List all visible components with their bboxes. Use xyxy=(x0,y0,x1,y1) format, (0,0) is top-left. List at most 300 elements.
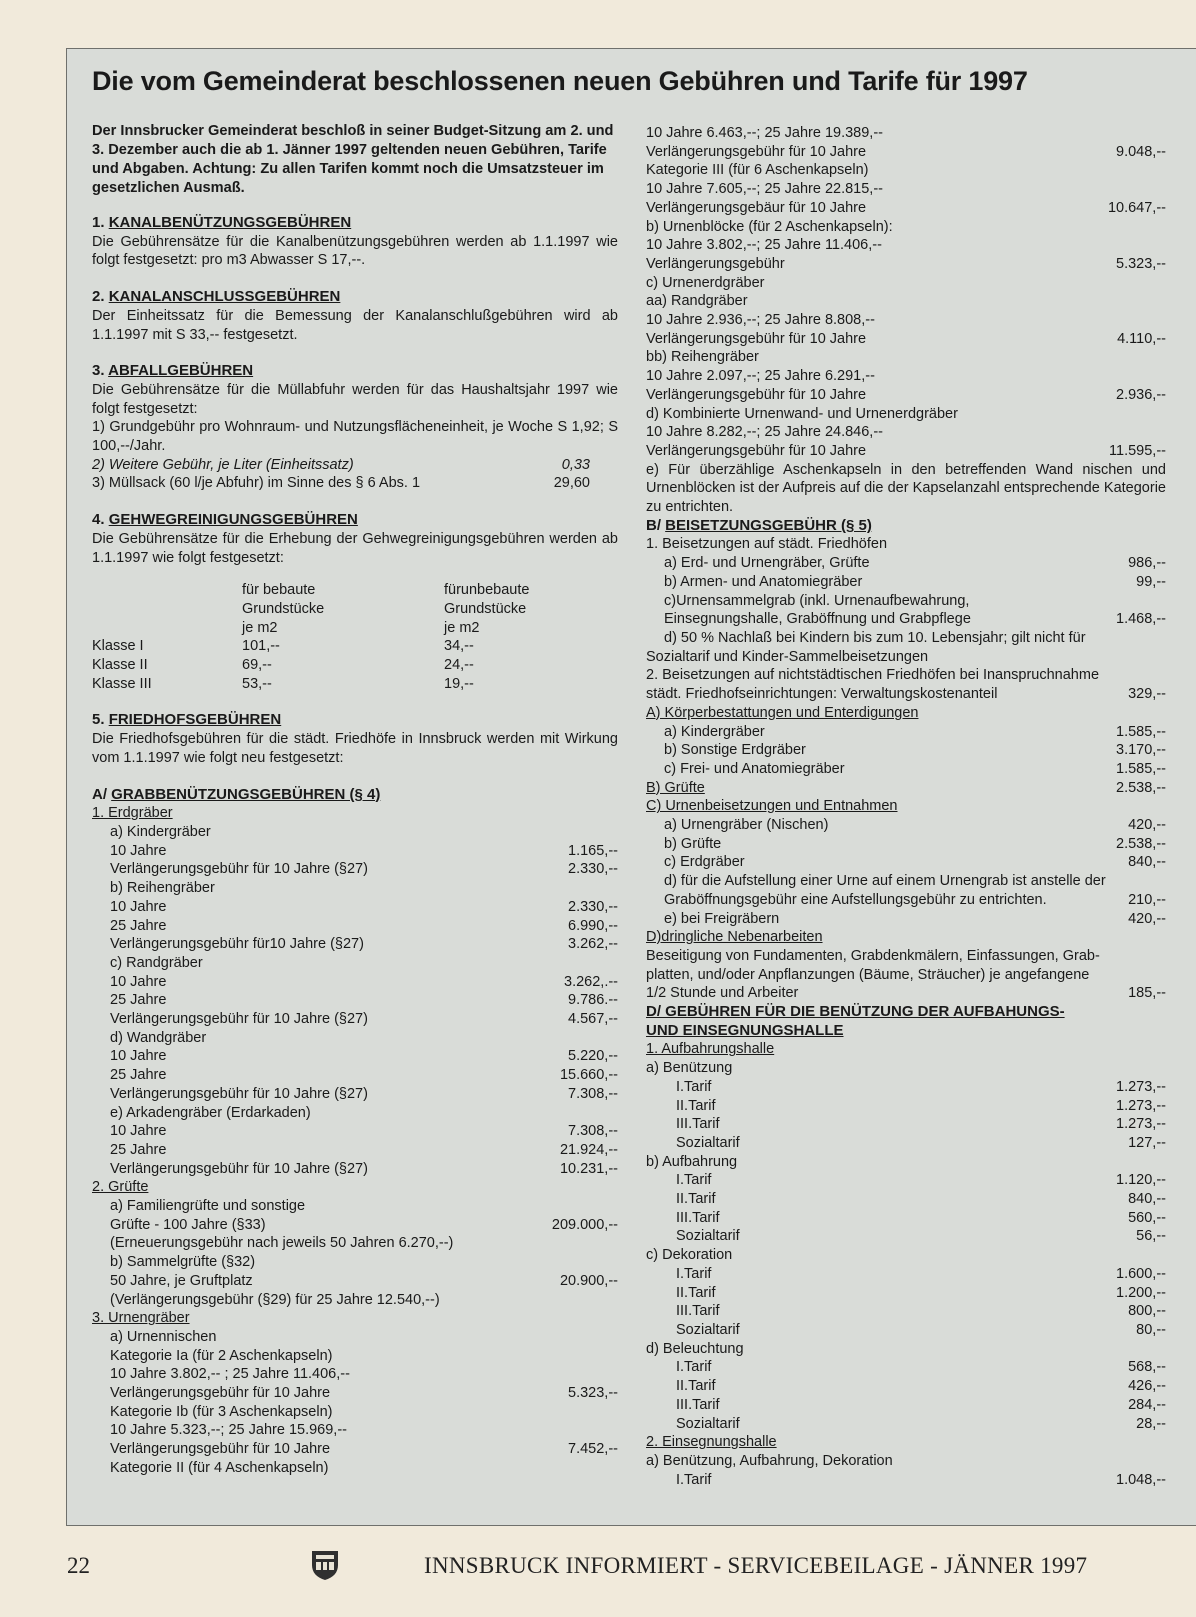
fee-label: III.Tarif xyxy=(676,1303,720,1320)
intro-paragraph: Der Innsbrucker Gemeinderat beschloß in seiner Budget-Sitzung am 2. und 3. Dezember auch die ab 1. Jänner 1997 geltenden neuen Gebühren, Tarife und Abgaben. Achtung: Zu allen Tarifen kommt noch die Umsatzsteuer im gesetzlichen Ausmaß. xyxy=(92,123,614,196)
fee-line xyxy=(646,1097,1166,1116)
fee-amount: 1.273,-- xyxy=(1116,1078,1166,1095)
section-heading xyxy=(92,786,618,805)
fee-line xyxy=(92,823,618,842)
fee-label: 3. Urnengräber xyxy=(92,1310,190,1327)
fee-label: 10 Jahre 2.097,--; 25 Jahre 6.291,-- xyxy=(646,368,875,385)
fee-line xyxy=(646,966,1166,985)
fee-line xyxy=(92,474,618,493)
fee-label: Einsegnungshalle, Graböffnung und Grabpflege xyxy=(664,611,971,628)
fee-line xyxy=(646,573,1166,592)
fee-amount: 11.595,-- xyxy=(1109,442,1166,459)
fee-label: 10 Jahre 6.463,--; 25 Jahre 19.389,-- xyxy=(646,125,883,141)
fee-label: c) Frei- und Anatomiegräber xyxy=(664,760,845,777)
fee-label: Kategorie III (für 6 Aschenkapseln) xyxy=(646,162,869,179)
fee-line xyxy=(646,872,1166,891)
fee-line xyxy=(646,330,1166,349)
fee-label: 10 Jahre xyxy=(110,1048,167,1065)
fee-line xyxy=(646,1358,1166,1377)
fee-line xyxy=(646,1059,1166,1078)
fee-line xyxy=(646,311,1166,330)
section-heading xyxy=(92,362,618,381)
fee-label: I.Tarif xyxy=(676,1078,712,1095)
fee-label: 1. Erdgräber xyxy=(92,805,173,822)
fee-amount: 7.308,-- xyxy=(568,1123,618,1140)
fee-label: a) Familiengrüfte und sonstige xyxy=(110,1198,306,1215)
fee-label: c) Dekoration xyxy=(646,1247,733,1264)
table-cell-unbebaut: 24,-- xyxy=(444,657,474,674)
fee-label: II.Tarif xyxy=(676,1284,716,1301)
fee-label: 25 Jahre xyxy=(110,1141,167,1158)
fee-line xyxy=(92,860,618,879)
fee-amount: 6.990,-- xyxy=(568,917,618,934)
fee-amount: 210,-- xyxy=(1128,891,1166,908)
fee-label: b) Sonstige Erdgräber xyxy=(664,742,806,759)
fee-line xyxy=(646,1153,1166,1172)
fee-line xyxy=(646,199,1166,218)
fee-line xyxy=(92,1197,618,1216)
fee-amount: 2.330,-- xyxy=(568,898,618,915)
fee-amount: 0,33 xyxy=(561,456,590,473)
fee-line xyxy=(646,367,1166,386)
table-row-label: Klasse III xyxy=(92,675,152,692)
fee-line xyxy=(646,1246,1166,1265)
fee-amount: 284,-- xyxy=(1128,1396,1166,1413)
fee-amount: 7.452,-- xyxy=(568,1441,618,1458)
fee-line xyxy=(646,554,1166,573)
fee-label: 10 Jahre xyxy=(110,973,167,990)
fee-line xyxy=(646,816,1166,835)
fee-label: 25 Jahre xyxy=(110,1067,167,1084)
paragraph: Der Einheitssatz für die Bemessung der Kanalanschlußgebühren wird ab 1.1.1997 mit S 33,-- festgesetzt. xyxy=(92,307,618,343)
fee-line xyxy=(92,1440,618,1459)
section-number: 5. xyxy=(92,711,109,729)
fee-label: II.Tarif xyxy=(676,1097,716,1114)
fee-amount: 20.900,-- xyxy=(559,1272,618,1289)
table-row-label: Klasse II xyxy=(92,657,148,674)
fee-amount: 3.170,-- xyxy=(1116,742,1166,759)
fee-label: Kategorie Ib (für 3 Aschenkapseln) xyxy=(110,1403,333,1420)
fee-amount: 986,-- xyxy=(1128,555,1166,572)
fee-line xyxy=(92,804,618,823)
spacer xyxy=(92,344,618,358)
section-number: 1. xyxy=(92,214,109,231)
fee-line xyxy=(92,456,618,475)
page-number: 22 xyxy=(67,1553,90,1578)
section-heading xyxy=(92,711,618,730)
fee-line xyxy=(646,779,1166,798)
paragraph: e) Für überzählige Aschenkapseln in den betreffenden Wand nischen und Urnenblöcken ist der Aufpreis auf die der Kapselanzahl entsprechende Kategorie zu entrichten. xyxy=(646,461,1166,516)
fee-line xyxy=(646,1452,1166,1471)
fee-line xyxy=(646,124,1166,143)
table-header-spacer xyxy=(92,600,242,619)
section-number: B/ xyxy=(646,516,666,534)
fee-line xyxy=(92,1029,618,1048)
fee-line xyxy=(92,973,618,992)
fee-line xyxy=(646,1227,1166,1246)
fee-amount: 5.323,-- xyxy=(1116,255,1166,272)
fee-label: Verlängerungsgebühr für 10 Jahre xyxy=(646,143,867,160)
fee-line xyxy=(646,423,1166,442)
fee-label: 10 Jahre xyxy=(110,842,167,859)
fee-amount: 80,-- xyxy=(1136,1322,1166,1338)
fee-line xyxy=(92,935,618,954)
fee-label: Sozialtarif xyxy=(676,1322,740,1338)
fee-amount: 127,-- xyxy=(1128,1134,1166,1151)
fee-line xyxy=(646,442,1166,461)
right-column xyxy=(646,124,1166,1489)
fee-amount: 9.048,-- xyxy=(1116,143,1166,160)
paragraph: 1) Grundgebühr pro Wohnraum- und Nutzungsflächeneinheit, je Woche S 1,92; S 100,--/Jahr. xyxy=(92,419,618,455)
section-heading xyxy=(92,288,618,307)
fee-amount: 568,-- xyxy=(1128,1359,1166,1376)
fee-label: Grüfte - 100 Jahre (§33) xyxy=(110,1216,266,1233)
fee-label: d) Wandgräber xyxy=(110,1029,207,1046)
table-cell-bebaut: 69,-- xyxy=(242,657,272,674)
fee-amount: 1.468,-- xyxy=(1116,611,1166,628)
fee-amount: 56,-- xyxy=(1136,1228,1166,1245)
fee-line xyxy=(646,1415,1166,1434)
fee-line xyxy=(646,180,1166,199)
spacer xyxy=(92,768,618,782)
fee-label: C) Urnenbeisetzungen und Entnahmen xyxy=(646,798,898,815)
section-heading xyxy=(92,511,618,530)
article-title: Die vom Gemeinderat beschlossenen neuen Gebühren und Tarife für 1997 xyxy=(92,66,1028,96)
spacer xyxy=(92,493,618,507)
fee-line xyxy=(92,1328,618,1347)
fee-label: I.Tarif xyxy=(676,1359,712,1376)
fee-line xyxy=(646,1321,1166,1340)
table-header-spacer xyxy=(92,619,242,638)
fee-amount: 560,-- xyxy=(1128,1209,1166,1226)
fee-amount: 5.323,-- xyxy=(568,1385,618,1402)
fee-line xyxy=(646,405,1166,424)
fee-line xyxy=(646,1377,1166,1396)
fee-amount: 426,-- xyxy=(1128,1378,1166,1395)
fee-label: a) Kindergräber xyxy=(110,823,211,840)
fee-amount: 1.585,-- xyxy=(1116,760,1166,777)
fee-amount: 4.567,-- xyxy=(568,1011,618,1028)
fee-label: d) für die Aufstellung einer Urne auf einem Urnengrab ist anstelle der xyxy=(664,873,1106,890)
fee-line xyxy=(92,1421,618,1440)
fee-amount: 3.262,-- xyxy=(568,936,618,953)
fee-label: Verlängerungsgebühr für 10 Jahre (§27) xyxy=(110,861,368,878)
fee-amount: 840,-- xyxy=(1128,1191,1166,1208)
fee-label: I.Tarif xyxy=(676,1471,712,1488)
fee-label: a) Benützung xyxy=(646,1060,733,1077)
fee-label: 2. Einsegnungshalle xyxy=(646,1434,777,1451)
fee-label: b) Reihengräber xyxy=(110,880,215,897)
fee-amount: 10.231,-- xyxy=(559,1160,618,1177)
fee-amount: 7.308,-- xyxy=(568,1085,618,1102)
section-heading xyxy=(92,214,618,233)
fee-amount: 2.538,-- xyxy=(1116,779,1166,796)
fee-label: städt. Friedhofseinrichtungen: Verwaltungskostenanteil xyxy=(646,686,998,703)
fee-line xyxy=(646,1471,1166,1490)
publication-name: INNSBRUCK INFORMIERT - SERVICEBEILAGE - JÄNNER 1997 xyxy=(424,1553,1088,1578)
fee-line xyxy=(92,1047,618,1066)
fee-label: 10 Jahre xyxy=(110,898,167,915)
fee-line xyxy=(646,648,1166,667)
spacer xyxy=(92,693,618,707)
fee-amount: 1.600,-- xyxy=(1116,1265,1166,1282)
fee-amount: 185,-- xyxy=(1128,985,1166,1002)
fee-label: c)Urnensammelgrab (inkl. Urnenaufbewahrung, xyxy=(664,592,970,609)
fee-line xyxy=(646,1078,1166,1097)
fee-label: 10 Jahre 5.323,--; 25 Jahre 15.969,-- xyxy=(110,1422,347,1439)
fee-label: 50 Jahre, je Gruftplatz xyxy=(110,1272,253,1289)
fee-label: 2) Weitere Gebühr, je Liter (Einheitssatz) xyxy=(92,456,354,473)
fee-amount: 1.165,-- xyxy=(568,842,618,859)
fee-label: Kategorie Ia (für 2 Aschenkapseln) xyxy=(110,1347,333,1364)
fee-label: (Erneuerungsgebühr nach jeweils 50 Jahren 6.270,--) xyxy=(110,1235,454,1252)
fee-line xyxy=(92,1309,618,1328)
paragraph: Die Gebührensätze für die Müllabfuhr werden für das Haushaltsjahr 1997 wie folgt festgesetzt: xyxy=(92,381,618,417)
fee-line xyxy=(92,1010,618,1029)
fee-line xyxy=(646,218,1166,237)
fee-label: 10 Jahre 3.802,-- ; 25 Jahre 11.406,-- xyxy=(110,1366,350,1383)
fee-amount: 1.120,-- xyxy=(1116,1172,1166,1189)
fee-label: e) Arkadengräber (Erdarkaden) xyxy=(110,1104,311,1121)
fee-amount: 4.110,-- xyxy=(1117,330,1166,347)
fee-line xyxy=(646,1396,1166,1415)
fee-line xyxy=(646,610,1166,629)
fee-label: Sozialtarif xyxy=(676,1228,740,1245)
section-title: GEHWEGREINIGUNGSGEBÜHREN xyxy=(108,511,358,529)
fee-line xyxy=(646,760,1166,779)
fee-line xyxy=(646,891,1166,910)
section-heading: D/ GEBÜHREN FÜR DIE BENÜTZUNG DER AUFBAHUNGS- xyxy=(646,1003,1065,1021)
table-row-label: Klasse I xyxy=(92,638,144,655)
fee-line xyxy=(92,1253,618,1272)
fee-line xyxy=(646,928,1166,947)
fee-label: III.Tarif xyxy=(676,1396,720,1413)
table-header-unbebaut: fürunbebaute xyxy=(444,582,530,599)
fee-line xyxy=(92,1459,618,1478)
fee-label: B) Grüfte xyxy=(646,779,705,796)
fee-label: a) Urnennischen xyxy=(110,1328,217,1345)
fee-amount: 15.660,-- xyxy=(559,1067,618,1084)
fee-amount: 420,-- xyxy=(1128,910,1166,927)
fee-line xyxy=(92,1272,618,1291)
left-column xyxy=(92,214,618,1478)
fee-line xyxy=(646,910,1166,929)
fee-label: 2. Beisetzungen auf nichtstädtischen Friedhöfen bei Inanspruchnahme xyxy=(646,667,1100,684)
table-header-unbebaut: Grundstücke xyxy=(444,600,527,617)
gehweg-fee-table xyxy=(92,581,618,693)
fee-line xyxy=(646,629,1166,648)
fee-line xyxy=(646,348,1166,367)
fee-line xyxy=(92,1141,618,1160)
fee-line xyxy=(646,1040,1166,1059)
fee-line xyxy=(92,1066,618,1085)
fee-amount: 800,-- xyxy=(1128,1303,1166,1320)
fee-label: (Verlängerungsgebühr (§29) für 25 Jahre 12.540,--) xyxy=(110,1291,440,1308)
fee-line xyxy=(646,685,1166,704)
fee-label: Verlängerungsgebühr für 10 Jahre xyxy=(646,442,867,459)
fee-line xyxy=(92,1085,618,1104)
fee-label: 25 Jahre xyxy=(110,917,167,934)
fee-label: c) Randgräber xyxy=(110,954,203,971)
fee-label: 1. Beisetzungen auf städt. Friedhöfen xyxy=(646,536,888,553)
fee-label: D)dringliche Nebenarbeiten xyxy=(646,929,823,946)
fee-label: 10 Jahre xyxy=(110,1123,167,1140)
fee-line xyxy=(646,592,1166,611)
section-number: A/ xyxy=(92,785,112,803)
table-cell-bebaut: 53,-- xyxy=(242,675,272,692)
fee-amount: 28,-- xyxy=(1136,1415,1166,1432)
fee-line xyxy=(92,898,618,917)
fee-label: I.Tarif xyxy=(676,1265,712,1282)
fee-label: Verlängerungsgebühr für 10 Jahre xyxy=(110,1385,331,1402)
section-title: ABFALLGEBÜHREN xyxy=(108,362,254,380)
fee-label: c) Erdgräber xyxy=(664,854,745,871)
table-cell-unbebaut: 34,-- xyxy=(444,638,474,655)
fee-label: Verlängerungsgebühr für10 Jahre (§27) xyxy=(110,936,364,953)
fee-amount: 2.936,-- xyxy=(1116,386,1166,403)
paragraph: Die Friedhofsgebühren für die städt. Friedhöfe in Innsbruck werden mit Wirkung vom 1.1.1997 wie folgt neu festgesetzt: xyxy=(92,731,618,766)
fee-amount: 1.200,-- xyxy=(1116,1284,1166,1301)
fee-line xyxy=(646,1433,1166,1452)
fee-amount: 329,-- xyxy=(1128,686,1166,703)
fee-label: a) Benützung, Aufbahrung, Dekoration xyxy=(646,1452,893,1469)
fee-amount: 3.262,.-- xyxy=(564,973,618,990)
fee-label: Graböffnungsgebühr eine Aufstellungsgebühr zu entrichten. xyxy=(664,891,1047,908)
city-crest-icon xyxy=(311,1549,339,1581)
fee-label: b) Grüfte xyxy=(664,835,722,852)
section-number: 3. xyxy=(92,362,109,380)
fee-label: b) Armen- und Anatomiegräber xyxy=(664,573,863,590)
fee-amount: 840,-- xyxy=(1128,854,1166,871)
fee-line xyxy=(646,386,1166,405)
fee-label: Verlängerungsgebühr für 10 Jahre xyxy=(646,330,867,347)
table-header-bebaut: für bebaute xyxy=(242,582,316,599)
fee-label: III.Tarif xyxy=(676,1209,720,1226)
fee-label: Verlängerungsgebühr für 10 Jahre (§27) xyxy=(110,1011,368,1028)
fee-line xyxy=(92,1122,618,1141)
fee-label: a) Urnengräber (Nischen) xyxy=(664,817,829,834)
fee-line xyxy=(92,1291,618,1310)
fee-amount: 420,-- xyxy=(1128,817,1166,834)
fee-amount: 1.048,-- xyxy=(1116,1471,1166,1488)
fee-line xyxy=(92,991,618,1010)
fee-amount: 209.000,-- xyxy=(551,1216,618,1233)
fee-label: a) Erd- und Urnengräber, Grüfte xyxy=(664,555,870,572)
fee-amount: 5.220,-- xyxy=(568,1048,618,1065)
fee-line xyxy=(646,535,1166,554)
fee-line xyxy=(92,1384,618,1403)
fee-label: 10 Jahre 7.605,--; 25 Jahre 22.815,-- xyxy=(646,181,883,198)
fee-label: d) Kombinierte Urnenwand- und Urnenerdgräber xyxy=(646,405,958,422)
fee-line xyxy=(646,741,1166,760)
fee-amount: 99,-- xyxy=(1136,573,1166,590)
fee-line xyxy=(646,161,1166,180)
section-title: KANALANSCHLUSSGEBÜHREN xyxy=(108,288,341,306)
fee-amount: 1.273,-- xyxy=(1116,1116,1166,1133)
fee-label: II.Tarif xyxy=(676,1378,716,1395)
section-title: FRIEDHOFSGEBÜHREN xyxy=(108,711,282,729)
fee-line xyxy=(92,1160,618,1179)
section-heading: UND EINSEGNUNGSHALLE xyxy=(646,1021,844,1039)
fee-line xyxy=(646,853,1166,872)
fee-line xyxy=(92,1403,618,1422)
fee-label: Verlängerungsgebühr xyxy=(646,255,785,272)
table-cell-unbebaut: 19,-- xyxy=(444,675,474,692)
fee-label: b) Sammelgrüfte (§32) xyxy=(110,1254,256,1271)
fee-line xyxy=(646,1302,1166,1321)
fee-line xyxy=(92,1178,618,1197)
fee-label: d) 50 % Nachlaß bei Kindern bis zum 10. Lebensjahr; gilt nicht für xyxy=(664,629,1086,646)
fee-label: II.Tarif xyxy=(676,1191,716,1208)
fee-line xyxy=(92,879,618,898)
table-header-bebaut: Grundstücke xyxy=(242,600,325,617)
fee-label: Sozialtarif und Kinder-Sammelbeisetzungen xyxy=(646,648,929,665)
fee-line xyxy=(646,274,1166,293)
table-header-spacer xyxy=(92,581,242,600)
fee-line xyxy=(646,704,1166,723)
fee-label: Verlängerungsgebühr für 10 Jahre xyxy=(110,1441,331,1458)
fee-label: 1. Aufbahrungshalle xyxy=(646,1041,775,1058)
fee-amount: 9.786.-- xyxy=(568,992,618,1009)
fee-line xyxy=(646,835,1166,854)
fee-line xyxy=(646,292,1166,311)
fee-label: Verlängerungsgebühr für 10 Jahre (§27) xyxy=(110,1085,368,1102)
fee-label: 10 Jahre 2.936,--; 25 Jahre 8.808,-- xyxy=(646,312,875,329)
fee-label: I.Tarif xyxy=(676,1172,712,1189)
fee-line xyxy=(92,917,618,936)
fee-label: Sozialtarif xyxy=(676,1134,740,1151)
fee-line xyxy=(646,797,1166,816)
spacer xyxy=(92,270,618,284)
fee-label: Kategorie II (für 4 Aschenkapseln) xyxy=(110,1459,329,1476)
section-heading xyxy=(646,517,1166,536)
fee-label: 1/2 Stunde und Arbeiter xyxy=(646,985,799,1002)
fee-line xyxy=(92,1365,618,1384)
fee-line xyxy=(646,1190,1166,1209)
fee-label: 10 Jahre 8.282,--; 25 Jahre 24.846,-- xyxy=(646,424,883,441)
paragraph: Die Gebührensätze für die Kanalbenützungsgebühren werden ab 1.1.1997 wie folgt festgesetzt: pro m3 Abwasser S 17,--. xyxy=(92,233,618,269)
fee-line xyxy=(646,1171,1166,1190)
fee-label: Sozialtarif xyxy=(676,1415,740,1432)
fee-line xyxy=(92,1234,618,1253)
fee-label: bb) Reihengräber xyxy=(646,349,759,366)
fee-line xyxy=(646,723,1166,742)
fee-label: b) Aufbahrung xyxy=(646,1153,738,1170)
fee-line xyxy=(646,1209,1166,1228)
fee-label: Verlängerungsgebäur für 10 Jahre xyxy=(646,199,867,216)
fee-line xyxy=(92,1104,618,1123)
fee-label: A) Körperbestattungen und Enterdigungen xyxy=(646,704,919,721)
paragraph: Die Gebührensätze für die Erhebung der Gehwegreinigungsgebühren werden ab 1.1.1997 wie folgt festgesetzt: xyxy=(92,530,618,566)
fee-line xyxy=(646,984,1166,1003)
fee-amount: 2.538,-- xyxy=(1116,835,1166,852)
fee-line xyxy=(92,954,618,973)
fee-line xyxy=(646,1340,1166,1359)
fee-label: 2. Grüfte xyxy=(92,1179,149,1196)
fee-line xyxy=(646,236,1166,255)
table-header-bebaut: je m2 xyxy=(242,619,278,636)
fee-label: III.Tarif xyxy=(676,1116,720,1133)
fee-label: a) Kindergräber xyxy=(664,723,765,740)
fee-line xyxy=(646,255,1166,274)
fee-line xyxy=(646,1134,1166,1153)
fee-amount: 29,60 xyxy=(553,475,590,492)
fee-line xyxy=(646,143,1166,162)
fee-line xyxy=(646,666,1166,685)
fee-amount: 10.647,-- xyxy=(1107,199,1166,216)
fee-label: 10 Jahre 3.802,--; 25 Jahre 11.406,-- xyxy=(646,237,882,254)
fee-amount: 21.924,-- xyxy=(559,1141,618,1158)
